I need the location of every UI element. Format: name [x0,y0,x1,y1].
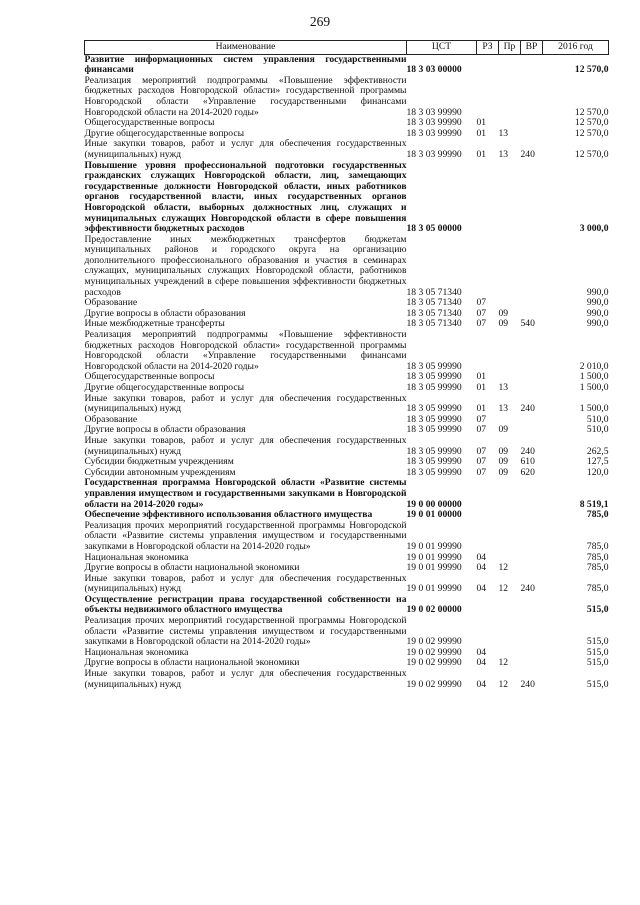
vr-code-cell: 240 [520,583,535,595]
cst-code-cell: 18 3 03 99990 [406,127,462,139]
amount-cell: 990,0 [586,318,609,330]
vr-code-cell [521,298,543,309]
pr-code-cell: 13 [498,382,509,393]
amount-cell: 12 570,0 [574,127,609,139]
vr-code-cell [521,383,543,394]
column-header-sum: 2016 год [543,41,609,55]
name-cell: Другие вопросы в области образования [84,424,246,436]
budget-table [84,40,609,690]
rz-code-cell [477,478,499,510]
amount-cell: 785,0 [586,551,609,563]
vr-code-cell [521,330,543,372]
amount-cell: 12 570,0 [574,106,609,118]
pr-code-cell [499,76,521,118]
pr-code-cell: 09 [498,307,509,319]
cst-code-cell: 19 0 02 99990 [406,636,462,648]
cst-code-cell: 18 3 05 99990 [406,424,462,436]
table-row [85,235,609,299]
rz-code-cell [477,330,499,372]
name-cell: Общегосударственные вопросы [84,371,215,383]
cst-code-cell: 18 3 05 99990 [406,360,462,372]
cst-code-cell: 18 3 03 99990 [406,117,462,129]
pr-code-cell: 09 [498,456,509,468]
cst-code-cell: 18 3 05 99990 [406,371,462,383]
pr-code-cell [499,510,521,521]
cst-code-cell: 19 0 01 99990 [406,551,462,563]
name-cell: Реализация мероприятий подпрограммы «Повышение эффективности бюджетных расходов Новгородской области» государственной программы Новгородской области «Управление государственными финансами Новгородской области на 2014-2020 годы» [84,74,407,118]
column-header-pr: Пр [499,41,521,55]
rz-code-cell: 04 [476,678,487,690]
rz-code-cell: 07 [476,297,487,309]
pr-code-cell: 12 [498,562,509,574]
table-header [85,41,609,55]
name-cell: Субсидии автономным учреждениям [84,466,236,478]
cst-code-cell: 18 3 05 99990 [406,403,462,415]
amount-cell: 515,0 [586,657,609,669]
vr-code-cell [521,595,543,616]
name-cell: Повышение уровня профессиональной подготовки государственных гражданских служащих Новгородской области, лиц, замещающих государственные должности Новгородской области, иных работников органов государственной власти, иных государственных органов Новгородской области, выборных должностных лиц, служащих и муниципальных служащих Новгородской области в сфере повышения эффективности бюджетных расходов [84,159,407,235]
amount-cell: 785,0 [586,562,609,574]
amount-cell: 2 010,0 [579,360,609,372]
vr-code-cell [521,235,543,299]
rz-code-cell: 04 [476,583,487,595]
rz-code-cell: 01 [476,403,487,415]
header-row [85,41,609,55]
amount-cell: 8 519,1 [579,498,609,510]
table-row [85,394,609,415]
amount-cell: 1 500,0 [579,403,609,415]
column-header-rz: РЗ [477,41,499,55]
table-row [85,574,609,595]
page-number: 269 [309,14,331,29]
name-cell: Другие вопросы в области национальной экономики [84,657,300,669]
table-row [85,330,609,372]
cst-code-cell: 19 0 01 99990 [406,583,462,595]
table-row [85,161,609,235]
name-cell: Другие вопросы в области образования [84,307,246,319]
rz-code-cell: 07 [476,307,487,319]
rz-code-cell: 07 [476,466,487,478]
vr-code-cell [521,563,543,574]
vr-code-cell [521,425,543,436]
cst-code-cell: 18 3 05 99990 [406,466,462,478]
pr-code-cell: 12 [498,678,509,690]
rz-code-cell: 04 [476,562,487,574]
pr-code-cell: 13 [498,127,509,139]
rz-code-cell [477,510,499,521]
rz-code-cell: 04 [476,657,487,669]
table-row [85,436,609,457]
cst-code-cell: 18 3 05 00000 [406,223,462,235]
rz-code-cell [477,595,499,616]
rz-code-cell: 01 [476,117,487,129]
cst-code-cell: 19 0 02 00000 [406,604,462,616]
cst-code-cell: 18 3 05 71340 [406,307,462,319]
amount-cell: 785,0 [586,540,609,552]
amount-cell: 515,0 [586,636,609,648]
name-cell: Другие вопросы в области национальной экономики [84,562,300,574]
cst-code-cell: 19 0 01 99990 [406,540,462,552]
table-body [85,54,609,690]
cst-code-cell: 18 3 03 00000 [406,64,462,76]
amount-cell: 515,0 [586,604,609,616]
vr-code-cell [521,478,543,510]
name-cell: Иные закупки товаров, работ и услуг для обеспечения государственных (муниципальных) нужд [84,434,407,457]
rz-code-cell: 01 [476,382,487,393]
cst-code-cell: 18 3 05 71340 [406,297,462,309]
pr-code-cell [499,161,521,235]
amount-cell: 515,0 [586,646,609,658]
amount-cell: 262,5 [586,445,609,457]
amount-cell: 12 570,0 [574,117,609,129]
name-cell: Общегосударственные вопросы [84,117,215,129]
amount-cell: 1 500,0 [579,371,609,383]
vr-code-cell [521,129,543,140]
name-cell: Развитие информационных систем управления государственными финансами [84,53,407,76]
vr-code-cell [521,76,543,118]
table-row [85,669,609,690]
pr-code-cell: 13 [498,148,509,160]
rz-code-cell: 07 [476,456,487,468]
name-cell: Другие общегосударственные вопросы [84,382,245,393]
name-cell: Осуществление регистрации права государственной собственности на объекты недвижимого областного имущества [84,593,407,616]
rz-code-cell: 01 [476,371,487,383]
vr-code-cell: 240 [520,678,535,690]
rz-code-cell [477,161,499,235]
name-cell: Национальная экономика [84,551,189,563]
column-header-cst: ЦСТ [407,41,477,55]
name-cell: Предоставление иных межбюджетных трансфертов бюджетам муниципальных районов и городского округа на организацию дополнительного профессионального образования и участия в семинарах служащих, муниципальных служащих Новгородской области, работников муниципальных учреждений в сфере повышения эффективности бюджетных расходов [84,233,407,298]
vr-code-cell: 540 [520,318,535,330]
name-cell: Реализация мероприятий подпрограммы «Повышение эффективности бюджетных расходов Новгородской области» государственной программы Новгородской области «Управление государственными финансами Новгородской области на 2014-2020 годы» [84,329,407,372]
amount-cell: 510,0 [586,424,609,436]
name-cell: Иные закупки товаров, работ и услуг для обеспечения государственных (муниципальных) нужд [84,572,407,595]
cst-code-cell: 18 3 03 99990 [406,106,462,118]
cst-code-cell: 18 3 05 99990 [406,456,462,468]
amount-cell: 12 570,0 [574,64,609,76]
vr-code-cell [521,118,543,129]
vr-code-cell: 620 [520,466,535,478]
cst-code-cell: 19 0 01 00000 [406,509,462,521]
amount-cell: 990,0 [586,307,609,319]
pr-code-cell: 09 [498,445,509,457]
cst-code-cell: 19 0 02 99990 [406,678,462,690]
vr-code-cell: 240 [520,445,535,457]
rz-code-cell [477,616,499,648]
name-cell: Реализация прочих мероприятий государственной программы Новгородской области «Развитие системы управления имуществом и государственными закупками в Новгородской области на 2014-2020 годы» [84,519,407,552]
rz-code-cell [477,235,499,299]
amount-cell: 12 570,0 [574,148,609,160]
cst-code-cell: 19 0 01 99990 [406,562,462,574]
amount-cell: 1 500,0 [579,382,609,393]
vr-code-cell: 240 [520,403,535,415]
pr-code-cell [499,616,521,648]
rz-code-cell [477,54,499,76]
table-row [85,76,609,118]
rz-code-cell: 01 [476,127,487,139]
vr-code-cell [521,415,543,426]
rz-code-cell: 04 [476,551,487,563]
amount-cell: 990,0 [586,286,609,298]
cst-code-cell: 18 3 05 71340 [406,318,462,330]
vr-code-cell [521,161,543,235]
pr-code-cell [499,54,521,76]
vr-code-cell: 240 [520,148,535,160]
rz-code-cell [477,76,499,118]
name-cell: Национальная экономика [84,646,189,658]
name-cell: Обеспечение эффективного использования областного имущества [84,509,373,521]
pr-code-cell [499,595,521,616]
cst-code-cell: 19 0 02 99990 [406,657,462,669]
rz-code-cell: 01 [476,148,487,160]
vr-code-cell [521,616,543,648]
pr-code-cell: 12 [498,657,509,669]
vr-code-cell: 610 [520,456,535,468]
vr-code-cell [521,658,543,669]
cst-code-cell: 18 3 05 99990 [406,382,462,393]
amount-cell: 127,5 [586,456,609,468]
rz-code-cell [477,521,499,553]
rz-code-cell: 04 [476,646,487,658]
rz-code-cell: 07 [476,318,487,330]
pr-code-cell [499,521,521,553]
pr-code-cell [499,478,521,510]
amount-cell: 990,0 [586,297,609,309]
name-cell: Другие общегосударственные вопросы [84,127,245,139]
amount-cell: 510,0 [586,413,609,425]
name-cell: Иные межбюджетные трансферты [84,318,225,330]
table-row [85,139,609,160]
pr-code-cell [499,330,521,372]
vr-code-cell [521,648,543,659]
table-row [85,383,609,394]
vr-code-cell [521,553,543,564]
vr-code-cell [521,54,543,76]
rz-code-cell: 07 [476,413,487,425]
column-header-vr: ВР [521,41,543,55]
cst-code-cell: 18 3 05 99990 [406,445,462,457]
rz-code-cell: 07 [476,424,487,436]
vr-code-cell [521,372,543,383]
table-row [85,521,609,553]
pr-code-cell [499,235,521,299]
name-cell: Иные закупки товаров, работ и услуг для обеспечения государственных (муниципальных) нужд [84,392,407,415]
name-cell: Иные закупки товаров, работ и услуг для обеспечения государственных (муниципальных) нужд [84,138,407,160]
pr-code-cell: 09 [498,466,509,478]
vr-code-cell [521,510,543,521]
name-cell: Реализация прочих мероприятий государственной программы Новгородской области «Развитие системы управления имуществом и государственными закупками в Новгородской области на 2014-2020 годы» [84,615,407,648]
pr-code-cell: 09 [498,424,509,436]
cst-code-cell: 19 0 00 00000 [406,498,462,510]
name-cell: Образование [84,413,138,425]
amount-cell: 3 000,0 [579,223,609,235]
pr-code-cell: 12 [498,583,509,595]
table-row [85,54,609,76]
cst-code-cell: 18 3 05 71340 [406,286,462,298]
cst-code-cell: 19 0 02 99990 [406,646,462,658]
name-cell: Государственная программа Новгородской области «Развитие системы управления имуществом и государственными закупками в Новгородской области на 2014-2020 годы» [84,477,407,510]
cst-code-cell: 18 3 03 99990 [406,148,462,160]
pr-code-cell: 13 [498,403,509,415]
amount-cell: 120,0 [586,466,609,478]
column-header-name: Наименование [85,41,407,55]
name-cell: Субсидии бюджетным учреждениям [84,456,234,468]
amount-cell: 785,0 [586,509,609,521]
vr-code-cell [521,521,543,553]
table-row [85,595,609,616]
pr-code-cell: 09 [498,318,509,330]
rz-code-cell: 07 [476,445,487,457]
table-row [85,478,609,510]
table-row [85,616,609,648]
name-cell: Иные закупки товаров, работ и услуг для обеспечения государственных (муниципальных) нужд [84,668,407,690]
name-cell: Образование [84,297,138,309]
amount-cell: 785,0 [586,583,609,595]
cst-code-cell: 18 3 05 99990 [406,413,462,425]
amount-cell: 515,0 [586,678,609,690]
